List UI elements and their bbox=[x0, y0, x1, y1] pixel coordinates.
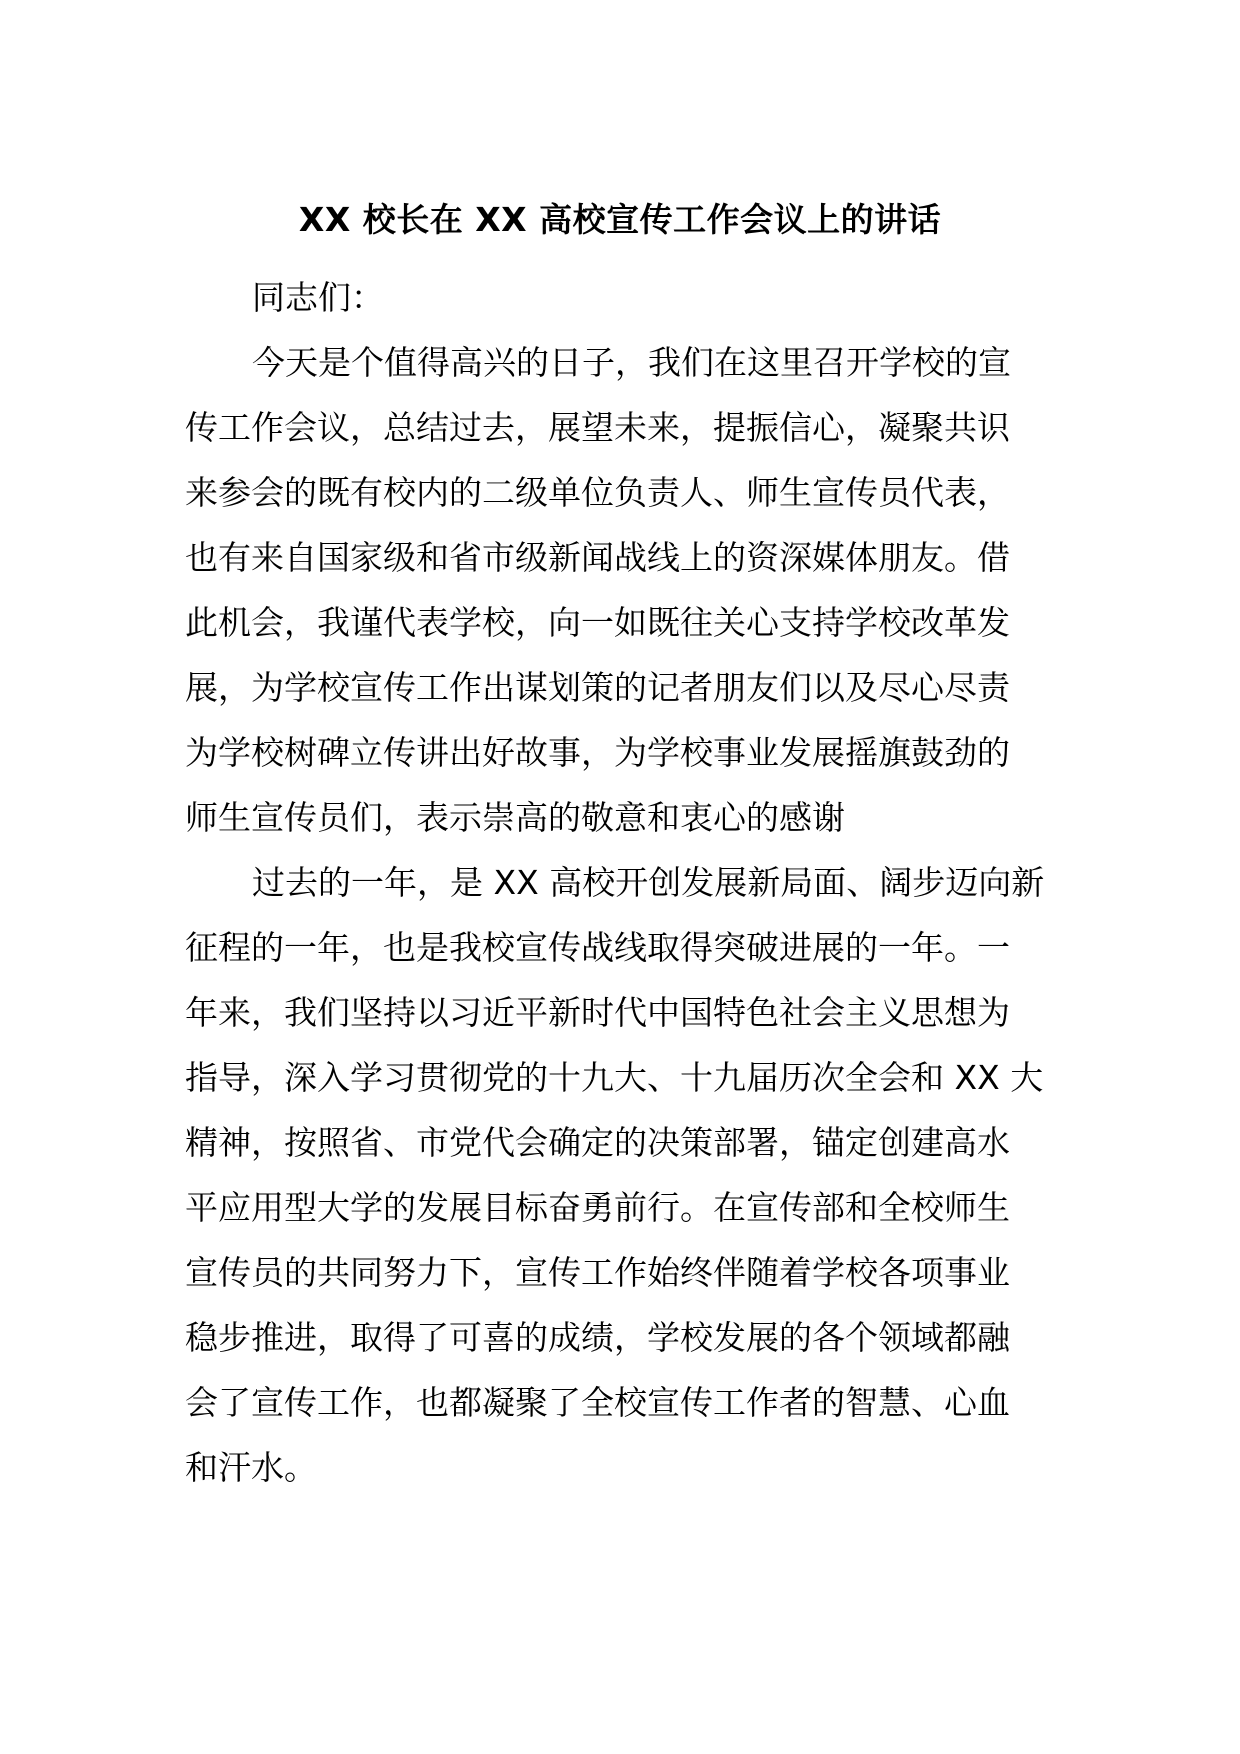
paragraph-1 bbox=[185, 330, 1051, 850]
paragraph-line: 平应用型大学的发展目标奋勇前行。在宣传部和全校师生 bbox=[185, 1188, 1010, 1227]
paragraph-line: 师生宣传员们，表示崇高的敬意和衷心的感谢 bbox=[185, 798, 845, 837]
paragraph-line: 过去的一年，是 XX 高校开创发展新局面、阔步迈向新 bbox=[252, 863, 1045, 902]
paragraph-line: 也有来自国家级和省市级新闻战线上的资深媒体朋友。借 bbox=[185, 538, 1010, 577]
paragraph-line: 指导，深入学习贯彻党的十九大、十九届历次全会和 XX 大 bbox=[185, 1058, 1044, 1097]
document-body bbox=[185, 265, 1051, 1500]
paragraph-line: 会了宣传工作，也都凝聚了全校宣传工作者的智慧、心血 bbox=[185, 1383, 1010, 1422]
paragraph-line: 宣传员的共同努力下，宣传工作始终伴随着学校各项事业 bbox=[185, 1253, 1010, 1292]
paragraph-line: 和汗水。 bbox=[185, 1448, 317, 1487]
paragraph-line: 今天是个值得高兴的日子，我们在这里召开学校的宣 bbox=[252, 343, 1011, 382]
paragraph-2 bbox=[185, 850, 1051, 1500]
paragraph-line: 稳步推进，取得了可喜的成绩，学校发展的各个领域都融 bbox=[185, 1318, 1010, 1357]
paragraph-line: 精神，按照省、市党代会确定的决策部署，锚定创建高水 bbox=[185, 1123, 1010, 1162]
document-title: XX 校长在 XX 高校宣传工作会议上的讲话 bbox=[298, 200, 942, 239]
paragraph-line: 为学校树碑立传讲出好故事，为学校事业发展摇旗鼓劲的 bbox=[185, 733, 1010, 772]
paragraph-line: 征程的一年，也是我校宣传战线取得突破进展的一年。一 bbox=[185, 928, 1010, 967]
salutation: 同志们： bbox=[252, 278, 384, 317]
paragraph-line: 此机会，我谨代表学校，向一如既往关心支持学校改革发 bbox=[185, 603, 1010, 642]
paragraph-line: 传工作会议，总结过去，展望未来，提振信心，凝聚共识 bbox=[185, 408, 1010, 447]
paragraph-line: 来参会的既有校内的二级单位负责人、师生宣传员代表， bbox=[185, 473, 1010, 512]
paragraph-line: 年来，我们坚持以习近平新时代中国特色社会主义思想为 bbox=[185, 993, 1010, 1032]
paragraph-line: 展，为学校宣传工作出谋划策的记者朋友们以及尽心尽责 bbox=[185, 668, 1010, 707]
